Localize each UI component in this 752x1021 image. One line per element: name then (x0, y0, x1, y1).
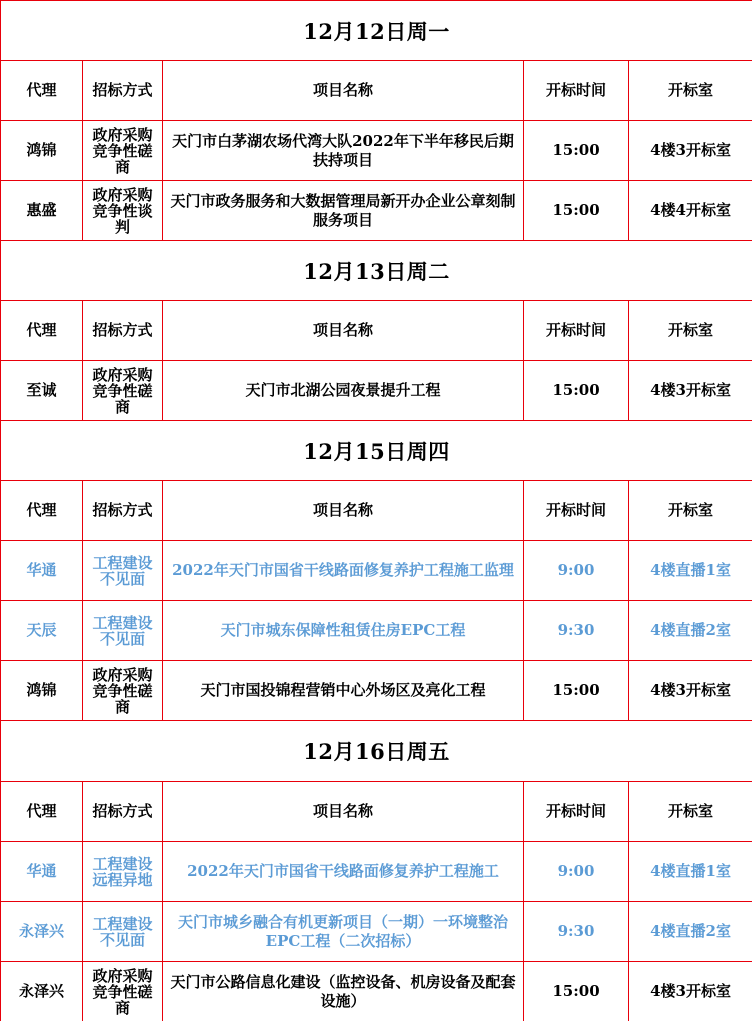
header-agent: 代理 (1, 782, 83, 842)
header-method: 招标方式 (83, 61, 163, 121)
header-agent: 代理 (1, 301, 83, 361)
time-cell: 15:00 (524, 962, 629, 1021)
agent-cell: 华通 (1, 541, 83, 601)
project-cell: 2022年天门市国省干线路面修复养护工程施工监理 (163, 541, 524, 601)
room-cell: 4楼3开标室 (629, 661, 752, 721)
agent-cell: 华通 (1, 842, 83, 902)
time-cell: 9:00 (524, 541, 629, 601)
method-cell: 政府采购竞争性谈判 (83, 181, 163, 241)
table-row (1, 601, 752, 661)
room-cell: 4楼直播2室 (629, 902, 752, 962)
agent-cell: 鸿锦 (1, 661, 83, 721)
header-method: 招标方式 (83, 481, 163, 541)
date-heading: 12月13日周二 (1, 241, 752, 301)
agent-cell: 永泽兴 (1, 902, 83, 962)
table-row (1, 181, 752, 241)
table-row (1, 361, 752, 421)
header-project: 项目名称 (163, 301, 524, 361)
project-cell: 天门市北湖公园夜景提升工程 (163, 361, 524, 421)
room-cell: 4楼直播1室 (629, 842, 752, 902)
method-cell: 工程建设远程异地 (83, 842, 163, 902)
table-row (1, 842, 752, 902)
room-cell: 4楼3开标室 (629, 962, 752, 1021)
time-cell: 15:00 (524, 361, 629, 421)
method-cell: 政府采购竞争性磋商 (83, 361, 163, 421)
method-cell: 政府采购竞争性磋商 (83, 661, 163, 721)
date-heading: 12月16日周五 (1, 721, 752, 782)
table-row (1, 962, 752, 1021)
project-cell: 天门市公路信息化建设（监控设备、机房设备及配套设施） (163, 962, 524, 1021)
project-cell: 2022年天门市国省干线路面修复养护工程施工 (163, 842, 524, 902)
date-row (1, 1, 752, 61)
method-cell: 政府采购竞争性磋商 (83, 962, 163, 1021)
room-cell: 4楼直播1室 (629, 541, 752, 601)
header-room: 开标室 (629, 301, 752, 361)
agent-cell: 永泽兴 (1, 962, 83, 1021)
time-cell: 9:00 (524, 842, 629, 902)
header-room: 开标室 (629, 481, 752, 541)
time-cell: 15:00 (524, 121, 629, 181)
table-row (1, 902, 752, 962)
header-project: 项目名称 (163, 481, 524, 541)
time-cell: 15:00 (524, 661, 629, 721)
header-project: 项目名称 (163, 61, 524, 121)
column-header-row (1, 61, 752, 121)
table-row (1, 661, 752, 721)
header-time: 开标时间 (524, 782, 629, 842)
header-time: 开标时间 (524, 481, 629, 541)
column-header-row (1, 782, 752, 842)
date-heading: 12月15日周四 (1, 421, 752, 481)
column-header-row (1, 301, 752, 361)
room-cell: 4楼4开标室 (629, 181, 752, 241)
project-cell: 天门市城乡融合有机更新项目（一期）一环境整治EPC工程（二次招标） (163, 902, 524, 962)
room-cell: 4楼3开标室 (629, 361, 752, 421)
date-row (1, 421, 752, 481)
method-cell: 工程建设不见面 (83, 541, 163, 601)
time-cell: 15:00 (524, 181, 629, 241)
table-row (1, 541, 752, 601)
room-cell: 4楼3开标室 (629, 121, 752, 181)
agent-cell: 天辰 (1, 601, 83, 661)
date-row (1, 721, 752, 782)
table-row (1, 121, 752, 181)
method-cell: 工程建设不见面 (83, 601, 163, 661)
room-cell: 4楼直播2室 (629, 601, 752, 661)
time-cell: 9:30 (524, 601, 629, 661)
time-cell: 9:30 (524, 902, 629, 962)
project-cell: 天门市政务服务和大数据管理局新开办企业公章刻制服务项目 (163, 181, 524, 241)
header-time: 开标时间 (524, 301, 629, 361)
header-room: 开标室 (629, 61, 752, 121)
header-time: 开标时间 (524, 61, 629, 121)
header-method: 招标方式 (83, 782, 163, 842)
header-project: 项目名称 (163, 782, 524, 842)
agent-cell: 鸿锦 (1, 121, 83, 181)
method-cell: 工程建设不见面 (83, 902, 163, 962)
header-agent: 代理 (1, 61, 83, 121)
project-cell: 天门市城东保障性租赁住房EPC工程 (163, 601, 524, 661)
agent-cell: 至诚 (1, 361, 83, 421)
column-header-row (1, 481, 752, 541)
header-agent: 代理 (1, 481, 83, 541)
project-cell: 天门市白茅湖农场代湾大队2022年下半年移民后期扶持项目 (163, 121, 524, 181)
date-heading: 12月12日周一 (1, 1, 752, 61)
method-cell: 政府采购竞争性磋商 (83, 121, 163, 181)
agent-cell: 惠盛 (1, 181, 83, 241)
date-row (1, 241, 752, 301)
project-cell: 天门市国投锦程营销中心外场区及亮化工程 (163, 661, 524, 721)
header-room: 开标室 (629, 782, 752, 842)
header-method: 招标方式 (83, 301, 163, 361)
